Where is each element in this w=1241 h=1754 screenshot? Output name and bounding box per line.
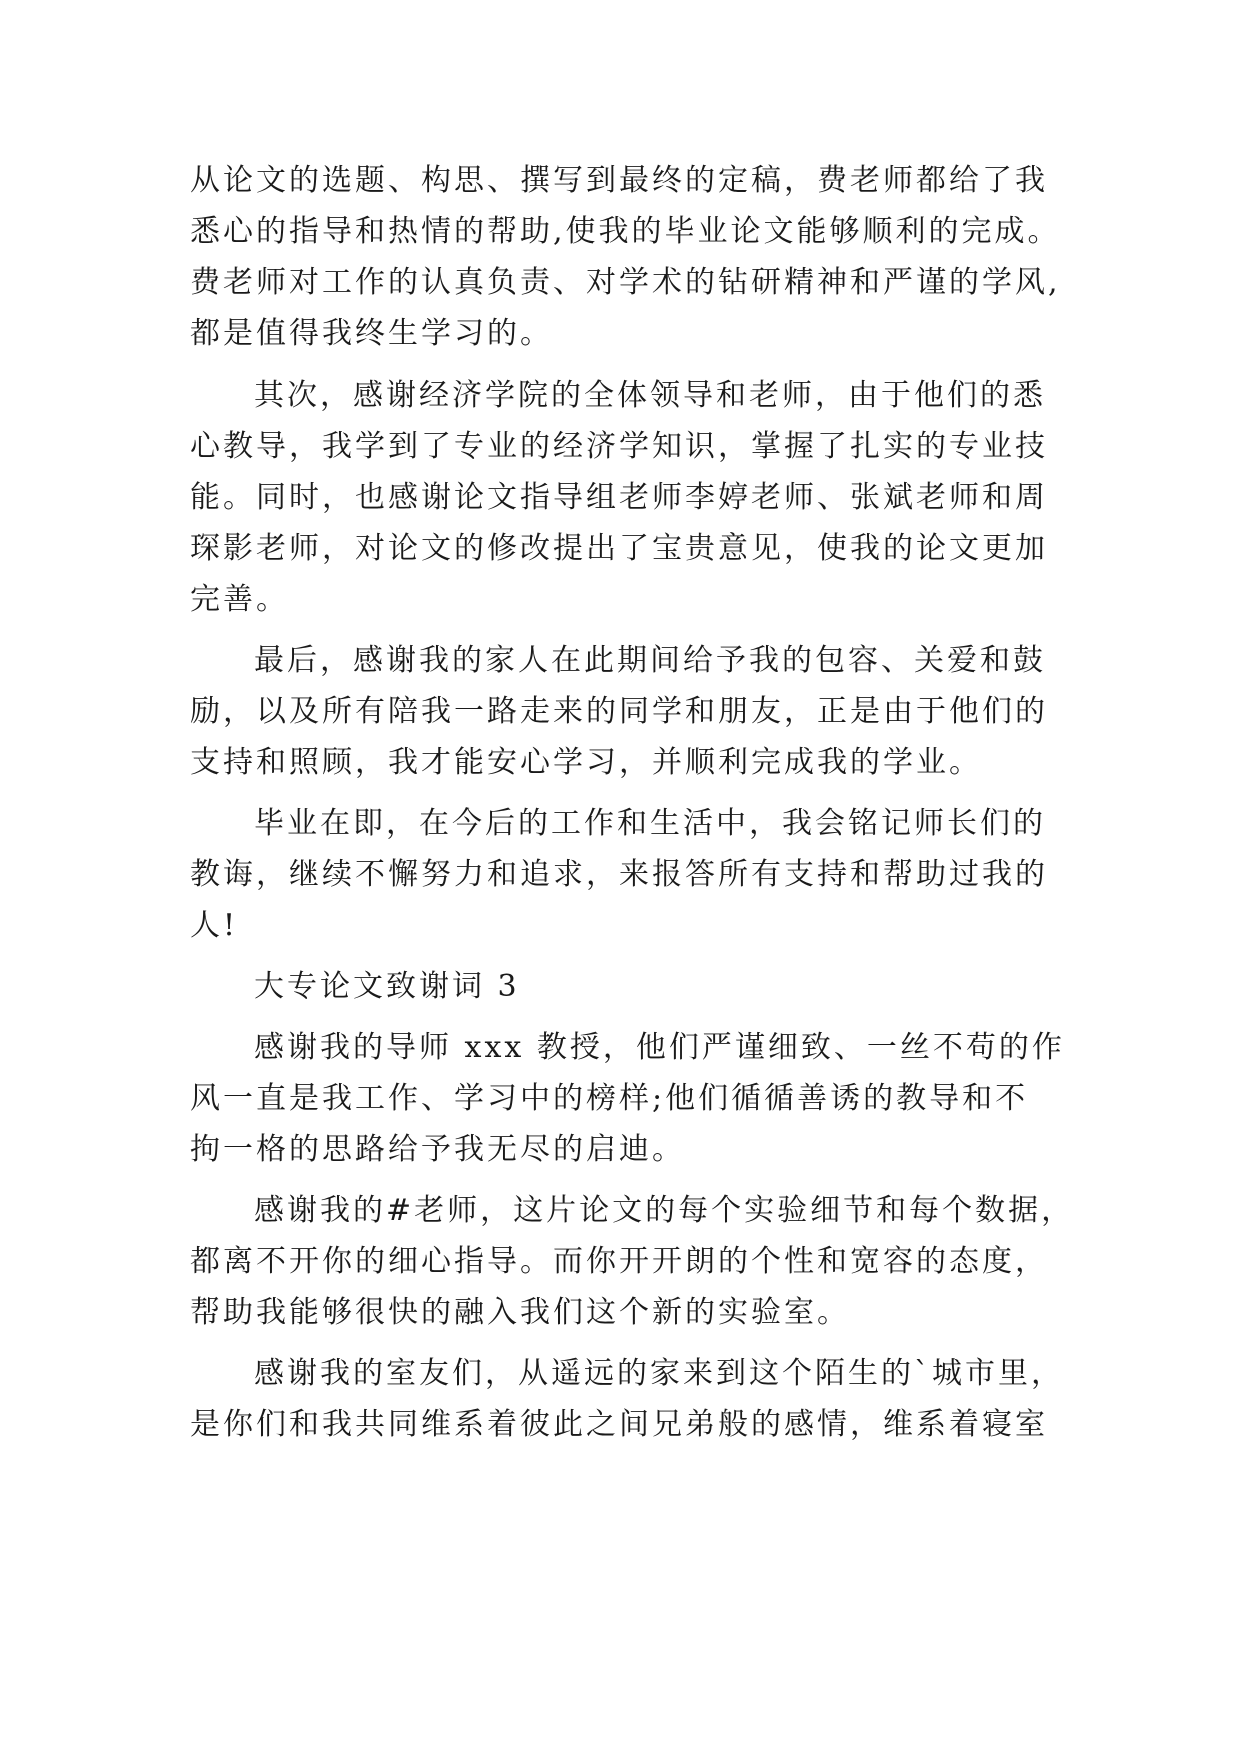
text-line: 支持和照顾，我才能安心学习，并顺利完成我的学业。 bbox=[190, 745, 982, 780]
text-line: 都离不开你的细心指导。而你开开朗的个性和宽容的态度， bbox=[190, 1244, 1048, 1279]
text-line: 琛影老师，对论文的修改提出了宝贵意见，使我的论文更加 bbox=[190, 531, 1048, 566]
text-line: 都是值得我终生学习的。 bbox=[190, 316, 553, 351]
text-line: 费老师对工作的认真负责、对学术的钻研精神和严谨的学风, bbox=[190, 265, 1061, 300]
text-line: 悉心的指导和热情的帮助,使我的毕业论文能够顺利的完成。 bbox=[190, 214, 1061, 249]
text-line: 从论文的选题、构思、撰写到最终的定稿，费老师都给了我 bbox=[190, 163, 1048, 198]
text-line: 励，以及所有陪我一路走来的同学和朋友，正是由于他们的 bbox=[190, 694, 1048, 729]
paragraph-first-line: 其次，感谢经济学院的全体领导和老师，由于他们的悉 bbox=[254, 378, 1046, 413]
text-line: 能。同时，也感谢论文指导组老师李婷老师、张斌老师和周 bbox=[190, 480, 1048, 515]
text-line: 完善。 bbox=[190, 582, 289, 617]
text-line: 心教导，我学到了专业的经济学知识，掌握了扎实的专业技 bbox=[190, 429, 1048, 464]
text-line: 帮助我能够很快的融入我们这个新的实验室。 bbox=[190, 1295, 850, 1330]
paragraph-first-line: 感谢我的室友们，从遥远的家来到这个陌生的`城市里， bbox=[254, 1356, 1064, 1391]
text-line: 人! bbox=[190, 908, 239, 943]
text-line: 是你们和我共同维系着彼此之间兄弟般的感情，维系着寝室 bbox=[190, 1407, 1048, 1442]
paragraph-first-line: 感谢我的导师 xxx 教授，他们严谨细致、一丝不苟的作 bbox=[254, 1030, 1065, 1065]
text-line: 拘一格的思路给予我无尽的启迪。 bbox=[190, 1132, 685, 1167]
text-line: 风一直是我工作、学习中的榜样;他们循循善诱的教导和不 bbox=[190, 1081, 1029, 1116]
paragraph-first-line: 最后，感谢我的家人在此期间给予我的包容、关爱和鼓 bbox=[254, 643, 1046, 678]
paragraph-first-line: 毕业在即，在今后的工作和生活中，我会铭记师长们的 bbox=[254, 806, 1046, 841]
paragraph-first-line: 感谢我的#老师，这片论文的每个实验细节和每个数据， bbox=[254, 1193, 1075, 1228]
section-heading: 大专论文致谢词 3 bbox=[254, 969, 520, 1004]
text-line: 教诲，继续不懈努力和追求，来报答所有支持和帮助过我的 bbox=[190, 857, 1048, 892]
